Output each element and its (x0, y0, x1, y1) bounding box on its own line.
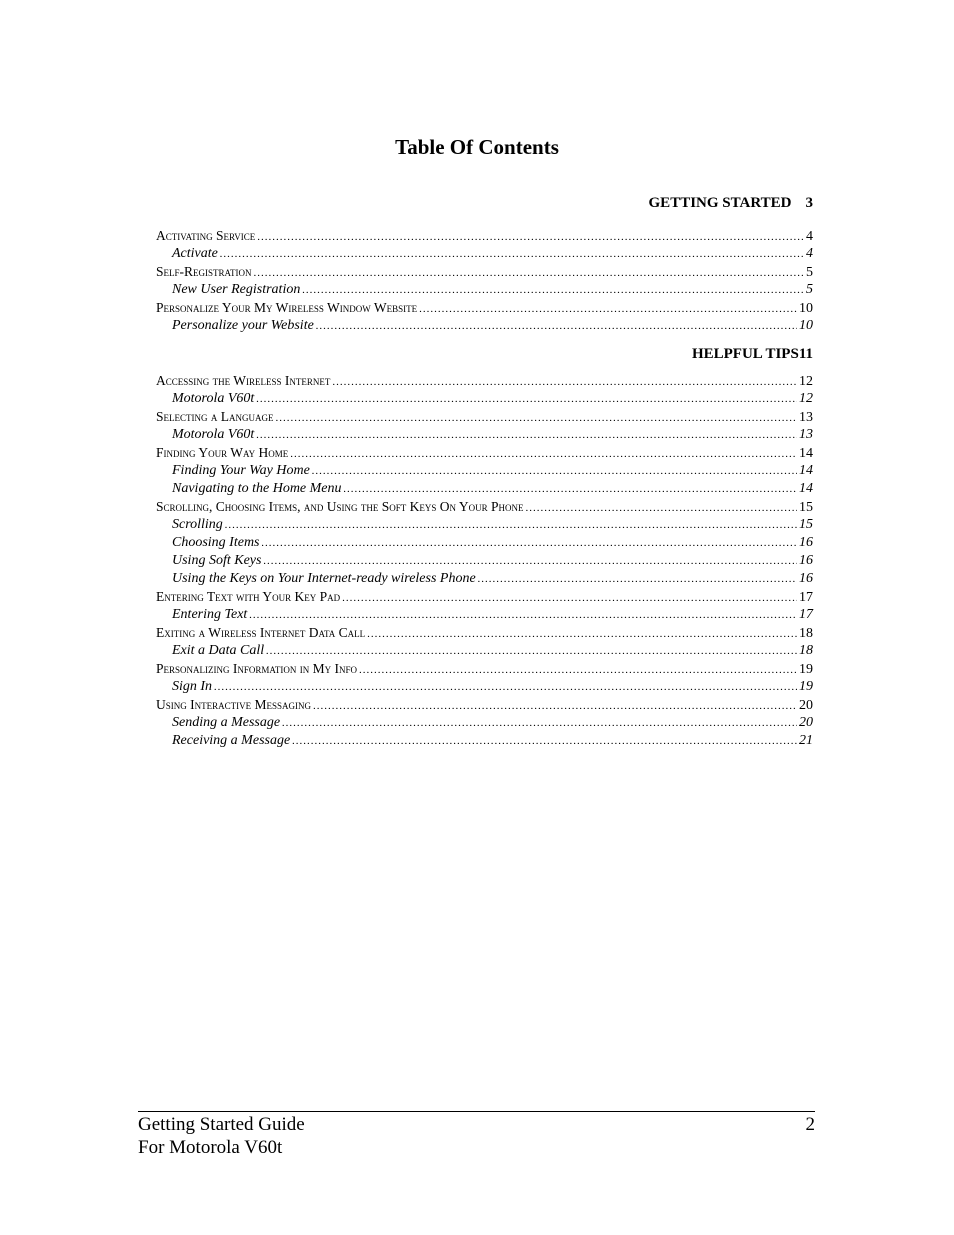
toc-part-label: GETTING STARTED (648, 195, 792, 211)
dot-leader (526, 499, 797, 517)
toc-entry-label: Choosing Items (172, 535, 260, 550)
toc-entry-label: Scrolling (172, 517, 223, 532)
toc-entry-label: Entering Text with Your Key Pad (156, 589, 341, 604)
dot-leader (367, 625, 797, 643)
footer-rule (138, 1111, 815, 1112)
toc-entry-label: Personalize your Website (172, 318, 314, 333)
toc-entry[interactable] (156, 408, 813, 426)
toc-entry[interactable] (156, 642, 813, 660)
toc-entry-page: 5 (806, 282, 813, 297)
dot-leader (254, 264, 804, 282)
toc-entry-page: 20 (799, 698, 813, 713)
toc-entry-page: 12 (799, 374, 813, 389)
dot-leader (263, 552, 797, 570)
toc-entry[interactable] (156, 426, 813, 444)
toc-entry-page: 20 (799, 715, 813, 730)
toc-part-heading[interactable] (156, 344, 813, 364)
toc-entry-page: 13 (799, 410, 813, 425)
toc-entry-label: Exiting a Wireless Internet Data Call (156, 625, 366, 640)
dot-leader (332, 373, 797, 391)
toc-entry-label: Receiving a Message (172, 733, 291, 748)
dot-leader (478, 570, 797, 588)
toc-entry[interactable] (156, 588, 813, 606)
toc-entry-page: 16 (799, 553, 813, 568)
toc-entry-label: Using Soft Keys (172, 553, 262, 568)
toc-entry[interactable] (156, 372, 813, 390)
footer-guide-title: Getting Started Guide (138, 1114, 305, 1135)
toc-entry-label: Activating Service (156, 228, 256, 243)
toc-entry-label: Selecting a Language (156, 409, 274, 424)
toc-entry-page: 13 (799, 427, 813, 442)
toc-entry[interactable] (156, 696, 813, 714)
toc-entry[interactable] (156, 299, 813, 317)
toc-entry-page: 14 (799, 481, 813, 496)
toc-entry-page: 17 (799, 607, 813, 622)
dot-leader (419, 300, 797, 318)
dot-leader (313, 697, 797, 715)
toc-entry-label: Accessing the Wireless Internet (156, 373, 331, 388)
toc-entry-page: 15 (799, 517, 813, 532)
dot-leader (266, 642, 797, 660)
toc-entry-label: Motorola V60t (172, 391, 255, 406)
toc-entry[interactable] (156, 263, 813, 281)
toc-entry[interactable] (156, 462, 813, 480)
dot-leader (312, 462, 797, 480)
toc-entry-label: Finding Your Way Home (156, 445, 289, 460)
dot-leader (290, 445, 797, 463)
toc-entry-page: 4 (806, 229, 813, 244)
toc-entry[interactable] (156, 480, 813, 498)
toc-entry[interactable] (156, 317, 813, 335)
dot-leader (359, 661, 797, 679)
page-footer (138, 1111, 815, 1159)
toc-entry-page: 14 (799, 463, 813, 478)
footer-page-number: 2 (805, 1114, 815, 1135)
toc-entry-label: Using the Keys on Your Internet-ready wireless Phone (172, 571, 476, 586)
toc-entry-page: 21 (799, 733, 813, 748)
toc-entry[interactable] (156, 624, 813, 642)
dot-leader (262, 534, 798, 552)
toc-entry-page: 19 (799, 662, 813, 677)
toc-entry[interactable] (156, 498, 813, 516)
toc-entry-page: 16 (799, 571, 813, 586)
dot-leader (225, 516, 797, 534)
toc-entry[interactable] (156, 390, 813, 408)
toc-entry[interactable] (156, 444, 813, 462)
toc-part-page: 3 (805, 195, 813, 211)
dot-leader (220, 245, 804, 263)
footer-device-name: For Motorola V60t (138, 1137, 283, 1158)
toc-entry-label: Scrolling, Choosing Items, and Using the Soft Keys On Your Phone (156, 499, 524, 514)
toc-entry-page: 10 (799, 301, 813, 316)
dot-leader (257, 228, 804, 246)
toc-entry-page: 18 (799, 626, 813, 641)
toc-entry-page: 14 (799, 446, 813, 461)
table-of-contents (156, 193, 813, 750)
dot-leader (292, 732, 797, 750)
toc-entry-page: 18 (799, 643, 813, 658)
toc-entry-page: 16 (799, 535, 813, 550)
toc-entry-label: New User Registration (172, 282, 301, 297)
toc-entry-page: 4 (806, 246, 813, 261)
toc-entry[interactable] (156, 281, 813, 299)
toc-entry-page: 10 (799, 318, 813, 333)
toc-entry[interactable] (156, 660, 813, 678)
dot-leader (276, 409, 798, 427)
toc-entry[interactable] (156, 227, 813, 245)
toc-entry[interactable] (156, 552, 813, 570)
toc-entry[interactable] (156, 245, 813, 263)
dot-leader (344, 480, 797, 498)
toc-entry[interactable] (156, 606, 813, 624)
toc-entry[interactable] (156, 534, 813, 552)
toc-entry-label: Using Interactive Messaging (156, 697, 311, 712)
toc-entry[interactable] (156, 570, 813, 588)
toc-entry-label: Entering Text (172, 607, 248, 622)
toc-entry[interactable] (156, 678, 813, 696)
toc-entry-page: 15 (799, 500, 813, 515)
dot-leader (282, 714, 797, 732)
toc-entry-label: Personalize Your My Wireless Window Website (156, 300, 418, 315)
toc-entry-label: Sign In (172, 679, 213, 694)
toc-entry-label: Exit a Data Call (172, 643, 265, 658)
dot-leader (342, 589, 797, 607)
toc-entry-page: 5 (806, 265, 813, 280)
toc-part-heading[interactable] (156, 193, 813, 213)
toc-entry-label: Personalizing Information in My Info (156, 661, 358, 676)
toc-entry[interactable] (156, 516, 813, 534)
toc-entry-label: Sending a Message (172, 715, 281, 730)
toc-entry-label: Self-Registration (156, 264, 252, 279)
toc-part-page: 11 (798, 346, 813, 362)
toc-entry-page: 19 (799, 679, 813, 694)
toc-entry-label: Finding Your Way Home (172, 463, 310, 478)
dot-leader (316, 317, 797, 335)
toc-entry-page: 12 (799, 391, 813, 406)
toc-entry[interactable] (156, 732, 813, 750)
dot-leader (256, 390, 797, 408)
dot-leader (249, 606, 797, 624)
toc-part-label: HELPFUL TIPS (691, 346, 799, 362)
toc-entry-label: Navigating to the Home Menu (172, 481, 342, 496)
dot-leader (214, 678, 797, 696)
dot-leader (302, 281, 804, 299)
toc-entry[interactable] (156, 714, 813, 732)
toc-entry-label: Activate (172, 246, 218, 261)
dot-leader (256, 426, 797, 444)
toc-entry-page: 17 (799, 590, 813, 605)
toc-entry-label: Motorola V60t (172, 427, 255, 442)
page-title: Table Of Contents (395, 135, 559, 159)
